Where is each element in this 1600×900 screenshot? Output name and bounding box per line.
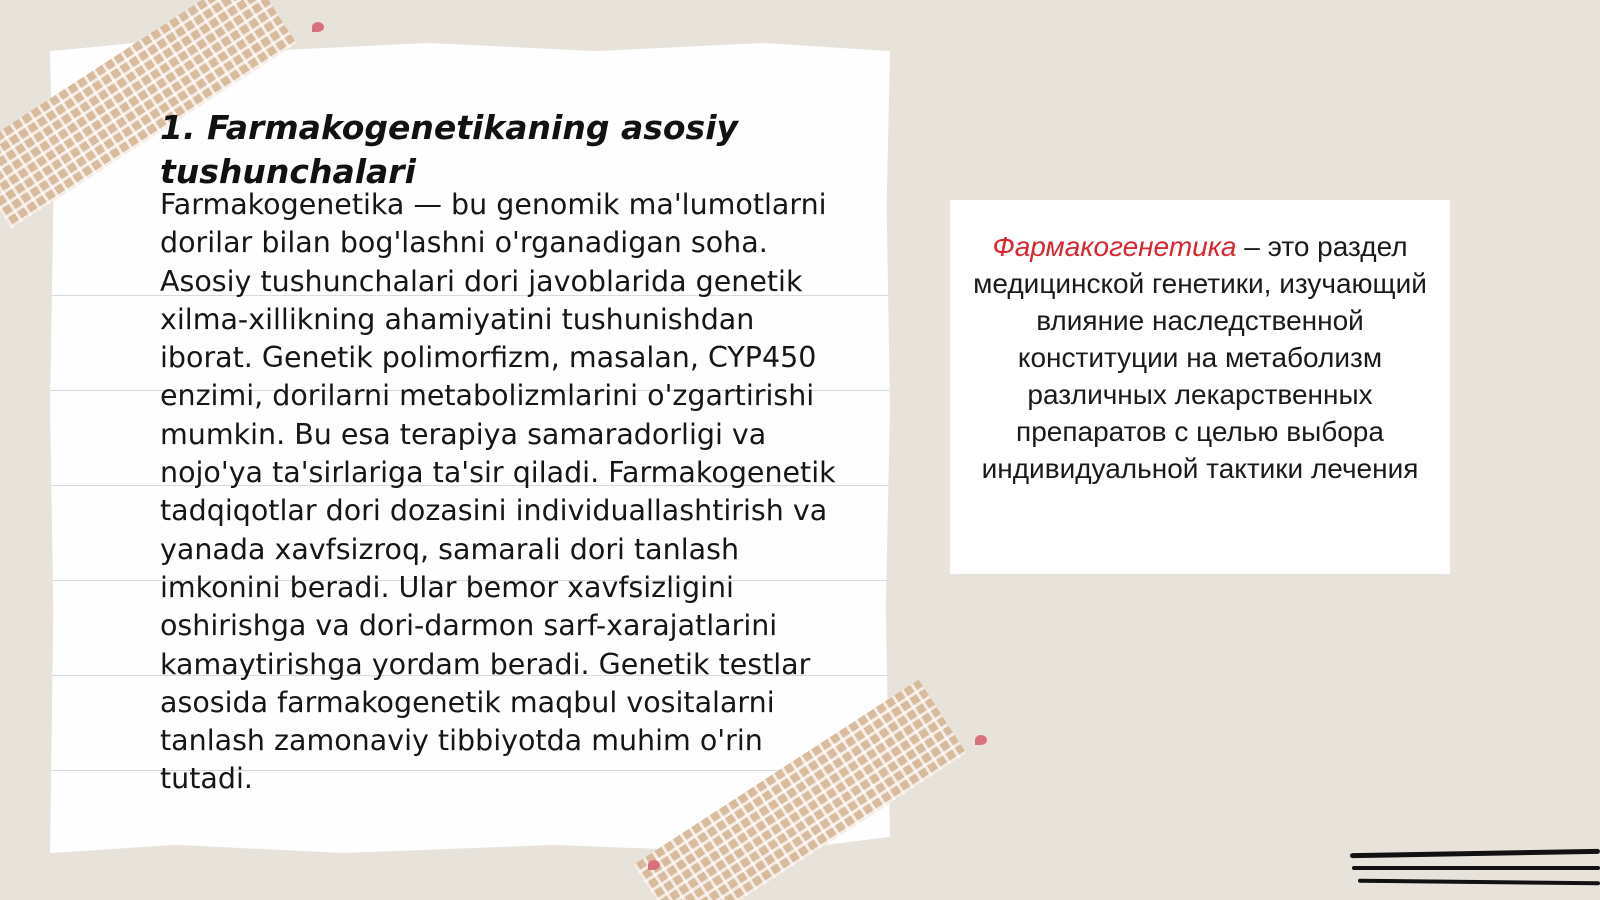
definition-term: Фармакогенетика: [992, 231, 1237, 262]
slide-heading: 1. Farmakogenetikaning asosiy tushunchalari: [160, 108, 739, 191]
decorative-stroke: [1358, 879, 1600, 886]
tape-tag-mark: [648, 860, 660, 870]
decorative-stroke: [1350, 849, 1600, 858]
tape-tag-mark: [975, 735, 987, 745]
definition-card: [950, 200, 1450, 574]
definition-body: – это раздел медицинской генетики, изучающий влияние наследственной конституции на метаболизм различных лекарственных препаратов с целью выбора индивидуальной тактики лечения: [973, 231, 1427, 484]
body-paragraph: Farmakogenetika — bu genomik ma'lumotlarni dorilar bilan bog'lashni o'rganadigan soha. Asosiy tushunchalari dori javoblarida genetik xilma-xillikning ahamiyatini tushunishdan iborat. Genetik polimorfizm, masalan, CYP450 enzimi, dorilarni metabolizmlarini o'zgartirishi mumkin. Bu esa terapiya samaradorligi va nojo'ya ta'sirlariga ta'sir qiladi. Farmakogenetik tadqiqotlar dori dozasini individuallashtirish va yanada xavfsizroq, samarali dori tanlash imkonini beradi. Ular bemor xavfsizligini oshirishga va dori-darmon sarf-xarajatlarini kamaytirishga yordam beradi. Genetik testlar asosida farmakogenetik maqbul vositalarni tanlash zamonaviy tibbiyotda muhim o'rin tutadi.: [160, 188, 836, 796]
definition-text: [970, 228, 1430, 487]
decorative-stroke: [1352, 866, 1600, 870]
tape-tag-mark: [312, 22, 324, 32]
